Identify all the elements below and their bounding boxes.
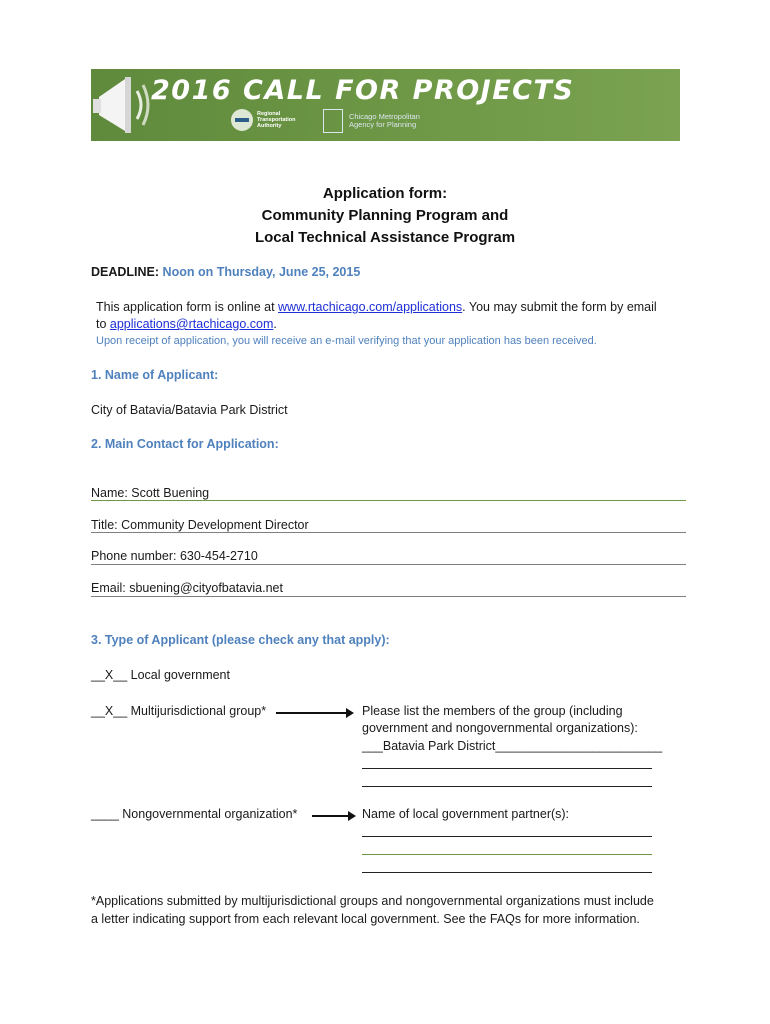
intro-text-1: This application form is online at — [96, 300, 279, 314]
contact-phone: Phone number: 630-454-2710 — [91, 549, 258, 563]
rta-logo-mark — [231, 109, 253, 131]
multi-note-line-2: government and nongovernmental organizations): — [362, 721, 638, 735]
intro-text-4: . — [273, 317, 277, 331]
contact-title-underline — [91, 532, 686, 533]
cmap-logo-text: Chicago Metropolitan Agency for Planning — [349, 111, 420, 129]
ngo-blank-line-3 — [362, 872, 652, 873]
rta-logo — [231, 109, 296, 131]
section-1-heading: 1. Name of Applicant: — [91, 368, 219, 382]
title-line-2: Community Planning Program and — [261, 207, 509, 224]
contact-phone-underline — [91, 564, 686, 565]
contact-title: Title: Community Development Director — [91, 518, 309, 532]
contact-name: Name: Scott Buening — [91, 486, 210, 500]
banner-title: 2016 CALL FOR PROJECTS — [151, 75, 575, 106]
rta-logo-text: Regional Transportation Authority — [257, 111, 296, 129]
receipt-note: Upon receipt of application, you will receive an e-mail verifying that your application has been received. — [96, 335, 597, 347]
arrow-multijurisdictional-icon — [276, 712, 348, 714]
deadline-label: DEADLINE: — [91, 265, 160, 279]
intro-text-3: to — [96, 317, 110, 331]
contact-email: Email: sbuening@cityofbatavia.net — [91, 581, 283, 595]
multi-member-entry: ___Batavia Park District________________________ — [362, 739, 663, 753]
ngo-partner-label: Name of local government partner(s): — [362, 807, 570, 821]
cmap-logo-mark — [323, 109, 343, 133]
option-nongovernmental: ____ Nongovernmental organization* — [91, 807, 298, 821]
multi-blank-line-2 — [362, 786, 652, 787]
section-2-heading: 2. Main Contact for Application: — [91, 437, 279, 451]
form-title — [0, 183, 770, 249]
footnote-line-1: *Applications submitted by multijurisdictional groups and nongovernmental organizations must include — [91, 894, 654, 908]
section-3-heading: 3. Type of Applicant (please check any that apply): — [91, 633, 390, 647]
option-local-government: __X__ Local government — [91, 668, 230, 682]
applications-url-link[interactable]: www.rtachicago.com/applications — [278, 300, 463, 314]
multi-note-line-1: Please list the members of the group (including — [362, 704, 623, 718]
cmap-logo — [323, 109, 420, 133]
multi-blank-line-1 — [362, 768, 652, 769]
intro-line-2 — [96, 315, 277, 333]
intro-text-2: . You may submit the form by email — [462, 300, 657, 314]
contact-email-underline — [91, 596, 686, 597]
arrow-nongovernmental-icon — [312, 815, 350, 817]
intro-line-1 — [96, 298, 657, 316]
option-multijurisdictional: __X__ Multijurisdictional group* — [91, 704, 267, 718]
ngo-blank-line-2 — [362, 854, 652, 855]
deadline-value: Noon on Thursday, June 25, 2015 — [162, 265, 361, 279]
contact-name-underline — [91, 500, 686, 501]
title-line-3: Local Technical Assistance Program — [254, 229, 516, 246]
footnote-line-2: a letter indicating support from each relevant local government. See the FAQs for more information. — [91, 912, 640, 926]
applicant-name-value: City of Batavia/Batavia Park District — [91, 403, 288, 417]
title-line-1: Application form: — [322, 185, 448, 202]
header-banner — [91, 69, 680, 141]
applications-email-link[interactable]: applications@rtachicago.com — [109, 317, 274, 331]
deadline — [91, 263, 360, 281]
ngo-blank-line-1 — [362, 836, 652, 837]
